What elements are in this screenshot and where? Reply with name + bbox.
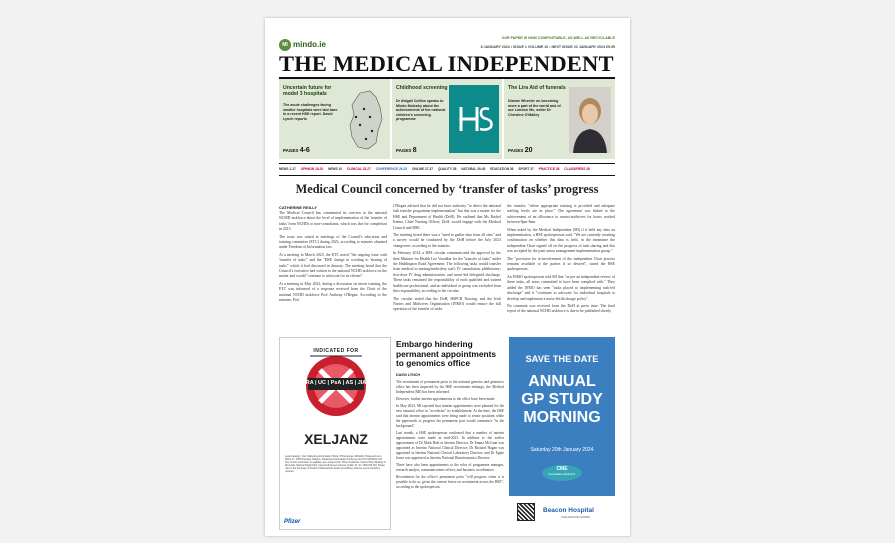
save-the-date-label: SAVE THE DATE [525,354,599,364]
cme-badge [542,465,582,481]
main-headline[interactable]: Medical Council concerned by ‘transfer of tasks’ progress [295,182,599,196]
paragraph: An INMO spokesperson told MI that "as per an independent review of these tasks, all areas committed to have been complied with." They added the INMO has seen "tasks placed to implementing task-led discharge" and it "continues to advocate for individual hospitals to develop and implement a nurse-led discharge policy". [507,274,615,301]
section-index-item[interactable]: CLASSIFIEDS 38 [564,167,590,171]
newspaper-page [265,18,630,536]
paragraph: The recruitment of permanent posts to the national genetics and genomics office has been impacted by the HSE recruitment embargo, the Medical Independent (MI) has been informed. [396,380,504,394]
advert-footer [509,496,615,530]
paragraph: The circular stated that the DoH, HSPCR Nursing, and the Irish Nurses and Midwives Organisation (INMO) would ensure the full operation of the transfer of tasks [393,296,501,312]
secondary-headline[interactable]: Embargo hindering permanent appointments to genomics office [396,339,497,368]
section-index-item[interactable]: OPINION 18-20 [300,167,324,171]
beacon-tagline: CHALLENGING NORMS [561,516,590,519]
section-index-item[interactable]: ONLINE 27-37 [412,167,434,171]
compostable-notice: OUR PAPER IS NOW COMPOSTABLE, AS WELL AS RECYCLABLE [501,36,615,40]
masthead: THE MEDICAL INDEPENDENT [279,51,614,76]
section-index-item[interactable]: NEWS 10 [328,167,343,171]
section-index-item[interactable]: NATURAL 39-40 [461,167,486,171]
prescribing-info: Legal Category: S1A. Marketing Authorisation Holder: Pfizer Europe MA EEIG, Boulevard de la Plaine 17, 1050 Bruxelles, Belgium. Marketing Authorisation Number(s): EU/1/17/1178/003, 007, 014. Further information is available upon request from: Pfizer Healthcare Ireland, Pfizer Building 9, Riverwalk, National Digital Park, Citywest Business Campus, Dublin 24. Tel: 1800 633 363. Please refer to the Summary of Product Characteristics before prescribing. Adverse events should be reported. [285,456,386,474]
indicated-for-label: INDICATED FOR [313,348,359,354]
paragraph: No comment was received from the DoH at press time. The final report of the national NCHD taskforce is due to be published shortly. [507,303,615,314]
section-index [279,167,615,173]
indication-list: RA | UC | PsA | AS | JIA [305,380,367,386]
section-index-item[interactable]: PRACTICE 38 [538,167,560,171]
paragraph: At a meeting in March 2023, the ETC noted "the ongoing issue with 'transfer of tasks'" and the "HSE change in wording to 'sharing of tasks'" which it had discussed in January. The meeting heard that the Council's executive had written to the national NCHD taskforce on the matter and would "continue to advocate for its release". [279,252,387,279]
article-column-2 [393,204,501,315]
event-date: Saturday 20th January 2024 [530,447,594,453]
promo-rule [279,163,615,164]
paragraph: At a meeting in May 2023, during a discussion on intern training, the ETC was informed of a response received from the Chair of the national NCHD taskforce Prof Anthony O'Regan. According to the minutes, Prof [279,281,387,303]
section-index-item[interactable]: SPORT 37 [518,167,534,171]
promo-title: Childhood screening [396,85,448,91]
author-portrait [569,87,611,153]
hse-logo [449,85,499,153]
paragraph: In May 2023, MI reported that interim appointments were planned for the new national office in "accelerate" its establishment. At the time, the HSE said that interim appointments were being made to senior positions while the paperwork to progress the permanent post would commence "in the background". [396,404,504,428]
paragraph: O'Regan advised that he did not have authority "to direct the national task transfer programme implementation" but this was a matter for the HSE and Department of Health (DoH). He outlined that Ms Rachel Kenna, Chief Nursing Officer, DoH, would engage with the Medical Council and HSE. [393,204,501,230]
beacon-hospital-logo: Beacon Hospital [543,507,594,514]
section-index-item[interactable]: QUALITY 38 [437,167,457,171]
paragraph: When asked by the Medical Independent (MI) if it held any data on implementation, a HSE spokesperson said: "We are currently awaiting confirmation on whether this data is held, in the meantime the independent Chair signed off on the progress of task sharing and this was accepted by the joint union management implementation group." [507,227,615,254]
promo-pages: PAGES 4-6 [283,147,310,154]
main-byline: CATHERINE REILLY [279,205,318,210]
promo-title: The Lira Aid of funerals [508,85,566,91]
paragraph: In February 2014, a HSE circular communicated the approval by the then Minister for Health Leo Varadkar for the "transfer of tasks" under the Haddington Road Agreement. The following tasks would transfer from medical to nursing/midwifery staff: IV cannulation; phlebotomy; first-dose IV drug administration; and nurse-led delegated discharge. These tasks remained the responsibility of each qualified and trained healthcare professional, and no individual or group was excluded from this responsibility, according to the circular. [393,251,501,294]
promo-text: Dianne Wheeler on becoming more a part of the world and of our London life, writer Dr Christine O'Malley [508,99,561,117]
paragraph: The issue was raised at meetings of the Council's education and training committee (ETC) during 2023, according to minutes obtained under Freedom of Information law. [279,234,387,250]
promo-title: Uncertain future for model 3 hospitals [283,85,332,97]
paragraph: There have also been appointments to the roles of programme manager, research analyst, communications officer, and business coordinators. [396,463,504,472]
hse-logo-icon [449,85,499,153]
index-rule [279,175,615,176]
qr-code-icon[interactable] [517,503,535,521]
site-name[interactable]: mindo.ie [293,40,326,49]
paragraph: However, further interim appointments to the office have been made. [396,397,496,401]
pfizer-logo: Pfizer [284,519,301,525]
promo-card-hospitals[interactable] [279,79,390,159]
section-index-item[interactable]: EDUCATION 36 [490,167,514,171]
promo-card-screening[interactable] [392,79,502,159]
secondary-byline: DAVID LYNCH [396,373,420,377]
portrait-figure-icon [569,87,611,153]
issue-info: 8 JANUARY 2024 • ISSUE 1 VOLUME 10 • NEXT ISSUE 22 JANUARY 2024 €5.95 [480,45,615,49]
paragraph: Recruitment for the office's permanent posts "will progress when it is possible to do so, given the current freeze on recruitment across the HSE", according to the spokesperson. [396,475,504,489]
ireland-map-icon [346,89,386,153]
section-index-item[interactable]: CONFERENCE 26-29 [375,167,408,171]
paragraph: the transfer, "where appropriate training is provided and adequate staffing levels are in place." The agreement was linked to the achievement of an allowance to nurses/midwives for hours worked between 8pm-8am. [507,204,615,225]
section-index-item[interactable]: CLINICAL 23-27 [347,167,371,171]
article-column-3 [507,204,615,317]
xeljanz-advert[interactable] [279,337,391,530]
secondary-article [396,380,504,492]
paragraph: The Medical Council has commented its concern to the national NCMD taskforce about the level of implementation of the 'transfer of tasks' from NCHDs to non-consultants, which was due for completion in 2015. [279,211,387,232]
gp-study-morning-advert[interactable] [509,337,615,530]
cme-sub: Accreditation Applied for [548,473,576,476]
mi-logo-icon: MI [279,39,291,51]
promo-strip [279,79,615,159]
top-bar [279,36,615,51]
article-column-1 [279,211,387,306]
section-index-item[interactable]: NEWS 2-17 [279,167,296,171]
cme-label: CME [556,466,568,472]
paragraph: The meeting heard there was a "need to gather data from all sites" and a survey would be conducted by the DoH before the July 2023 changeover, according to the minutes. [393,233,501,248]
event-title: ANNUAL GP STUDY MORNING [521,373,603,426]
promo-text: Dr Abigail Collins speaks to Mindo Mulcahy about the achievements of the national children's screening programme [396,99,446,122]
promo-pages: PAGES 20 [508,147,533,154]
paragraph: Last month, a HSE spokesperson confirmed that a number of interim appointments were made in mid-2023. In addition to the earlier appointment of Dr Mark Bale as Interim Director, Dr Emma McCann was appointed as Interim National Clinical Director; Dr Richard Hagan was appointed as Interim National Clinical Laboratory Director; and Dr Eppie Jones was appointed as Interim National Bioinformatics Director. [396,431,504,460]
paragraph: The "provision for re-involvement of the independent Chair process remains available to the parties if so desired", stated the HSE spokesperson. [507,256,615,272]
promo-card-funerals[interactable] [504,79,615,159]
brand-name: XELJANZ [304,431,368,447]
promo-text: The acute challenges facing smaller hospitals were laid bare in a recent HSE report. David Lynch reports [283,103,338,121]
promo-pages: PAGES 8 [396,147,417,154]
